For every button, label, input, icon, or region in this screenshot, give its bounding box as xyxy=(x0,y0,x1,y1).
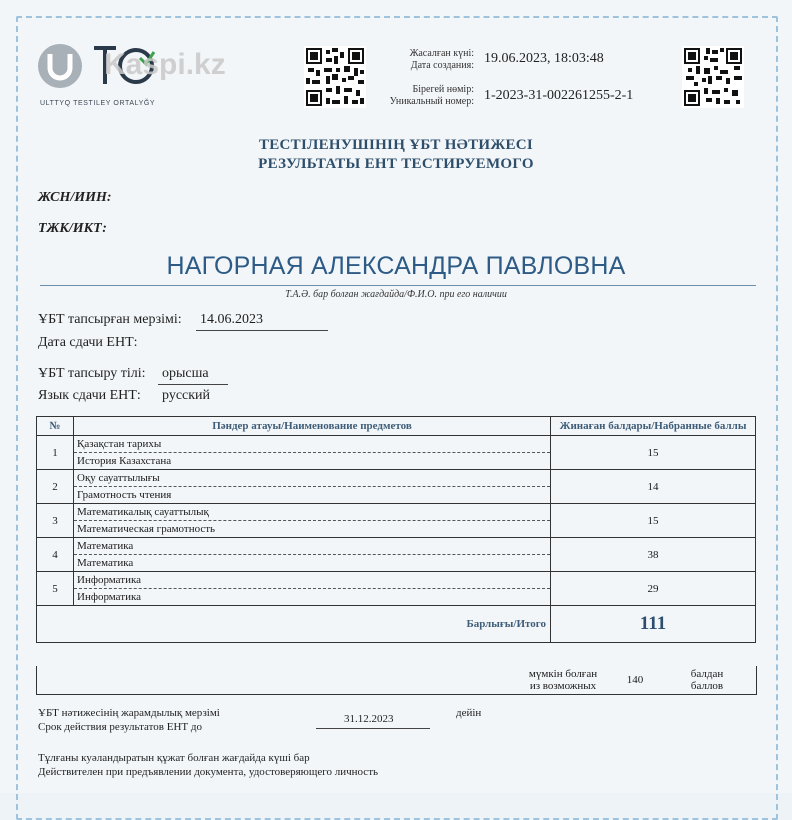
table-row xyxy=(37,470,756,504)
possible-label-kz: мүмкін болған xyxy=(528,668,598,680)
validity-label-kz: ҰБТ нәтижесінің жарамдылық мерзімі xyxy=(38,707,220,719)
row-score: 14 xyxy=(551,470,756,504)
name-underline xyxy=(40,285,756,286)
created-labels xyxy=(386,48,474,72)
exam-lang-label-kz: ҰБТ тапсыру тілі: xyxy=(38,366,146,381)
row-no: 3 xyxy=(37,504,74,538)
row-no: 5 xyxy=(37,572,74,606)
exam-lang-value-kz: орысша xyxy=(162,366,209,381)
row-no: 1 xyxy=(37,436,74,470)
possible-points-box xyxy=(36,666,757,695)
name-caption: Т.А.Ә. бар болған жағдайда/Ф.И.О. при его наличии xyxy=(285,289,507,300)
footer-note-kz: Тұлғаны куәландыратын құжат болған жағдайда күші бар xyxy=(38,752,310,764)
possible-value: 140 xyxy=(626,674,644,686)
subject-ru: История Казахстана xyxy=(77,455,172,467)
unique-id-labels xyxy=(386,84,474,108)
validity-value: 31.12.2023 xyxy=(344,713,394,725)
subject-kz: Математикалық сауаттылық xyxy=(74,504,550,521)
exam-date-underline xyxy=(196,330,328,331)
logo-subtitle: ULTTYQ TESTILEY ORTALYĞY xyxy=(40,100,156,107)
exam-lang-label-ru: Язык сдачи ЕНТ: xyxy=(38,388,141,403)
points-label-kz: балдан xyxy=(690,668,724,680)
exam-date-label-kz: ҰБТ тапсырған мерзімі: xyxy=(38,312,182,327)
created-value: 19.06.2023, 18:03:48 xyxy=(484,51,604,66)
row-subject xyxy=(74,538,551,572)
created-label-kz: Жасалған күні: xyxy=(409,48,474,59)
table-header-row xyxy=(37,417,756,436)
possible-label-ru: из возможных xyxy=(529,680,597,692)
row-no: 2 xyxy=(37,470,74,504)
unique-id-label-kz: Бірегей нөмір: xyxy=(412,84,474,95)
total-value: 111 xyxy=(551,606,756,643)
unique-id-value: 1-2023-31-002261255-2-1 xyxy=(484,88,634,103)
row-score: 29 xyxy=(551,572,756,606)
row-score: 15 xyxy=(551,504,756,538)
table-row xyxy=(37,436,756,470)
row-score: 15 xyxy=(551,436,756,470)
table-row xyxy=(37,572,756,606)
row-subject xyxy=(74,504,551,538)
exam-date-value: 14.06.2023 xyxy=(200,312,263,327)
col-score-header: Жинаған балдары/Набранные баллы xyxy=(551,417,756,436)
col-subject-header: Пәндер атауы/Наименование предметов xyxy=(74,417,551,436)
table-row xyxy=(37,504,756,538)
unique-id-label-ru: Уникальный номер: xyxy=(389,96,474,107)
title-kz: ТЕСТІЛЕНУШІНІҢ ҰБТ НӘТИЖЕСІ xyxy=(258,137,534,153)
row-score: 38 xyxy=(551,538,756,572)
ikt-label: ТЖК/ИКТ: xyxy=(38,221,107,236)
row-subject xyxy=(74,572,551,606)
total-row xyxy=(37,606,756,643)
row-subject xyxy=(74,470,551,504)
row-subject xyxy=(74,436,551,470)
table-row xyxy=(37,538,756,572)
created-label-ru: Дата создания: xyxy=(410,60,474,71)
qr-code-icon xyxy=(304,46,366,108)
row-no: 4 xyxy=(37,538,74,572)
subject-kz: Оқу сауаттылығы xyxy=(74,470,550,487)
qr-code-icon xyxy=(682,46,744,108)
points-label-ru: баллов xyxy=(690,680,724,692)
validity-label-ru: Срок действия результатов ЕНТ до xyxy=(38,721,202,733)
subject-kz: Математика xyxy=(74,538,550,555)
full-name: НАГОРНАЯ АЛЕКСАНДРА ПАВЛОВНА xyxy=(166,252,626,280)
possible-label xyxy=(503,668,623,692)
exam-date-label-ru: Дата сдачи ЕНТ: xyxy=(38,335,138,350)
results-table xyxy=(36,416,756,643)
exam-lang-underline xyxy=(158,384,228,385)
subject-kz: Қазақстан тарихы xyxy=(74,436,550,453)
subject-ru: Информатика xyxy=(77,591,142,603)
subject-ru: Математика xyxy=(77,557,134,569)
subject-kz: Информатика xyxy=(74,572,550,589)
footer-note-ru: Действителен при предъявлении документа, удостоверяющего личность xyxy=(38,766,379,778)
kaspi-watermark: Kaspi.kz xyxy=(104,48,226,81)
subject-ru: Грамотность чтения xyxy=(77,489,172,501)
total-label: Барлығы/Итого xyxy=(37,606,551,643)
title-ru: РЕЗУЛЬТАТЫ ЕНТ ТЕСТИРУЕМОГО xyxy=(258,156,534,172)
col-no-header: № xyxy=(37,417,74,436)
validity-underline xyxy=(316,728,430,729)
subject-ru: Математическая грамотность xyxy=(77,523,216,535)
iin-label: ЖСН/ИИН: xyxy=(38,190,112,205)
validity-until: дейін xyxy=(456,707,482,719)
points-label xyxy=(677,668,737,692)
exam-lang-value-ru: русский xyxy=(162,388,211,403)
